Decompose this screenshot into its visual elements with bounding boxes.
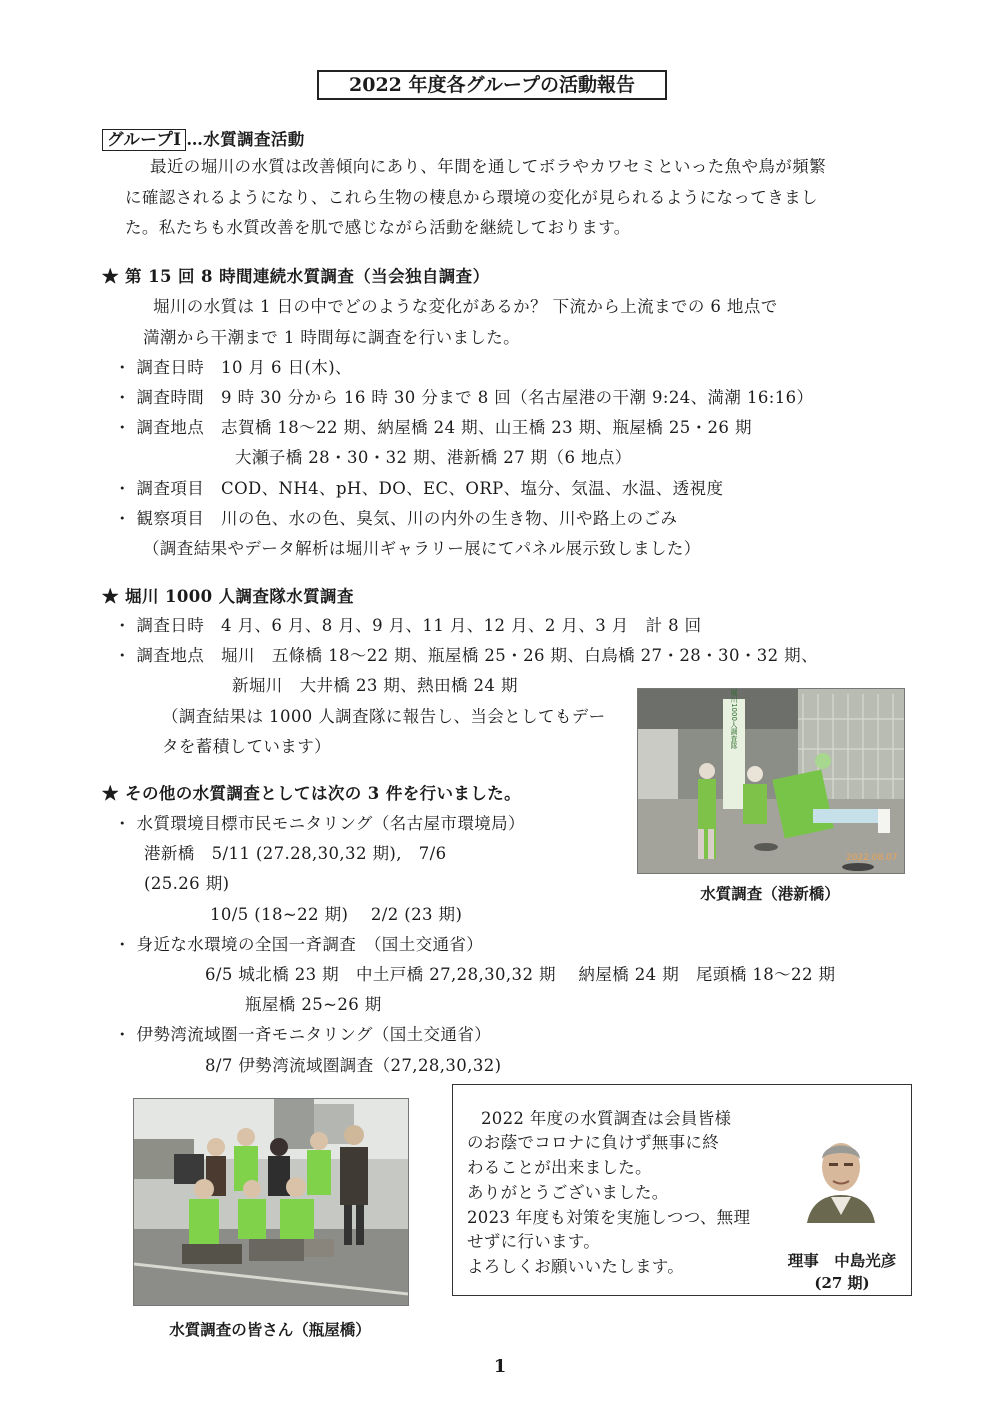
section1-bullet: ・ 調査項目 COD、NH4、pH、DO、EC、ORP、塩分、気温、水温、透視度 <box>114 479 724 498</box>
section1-bullet: ・ 調査日時 10 月 6 日(木)、 <box>114 358 352 377</box>
group-heading-text: …水質調査活動 <box>186 130 305 149</box>
section2-note: （調査結果は 1000 人調査隊に報告し、当会としてもデー <box>162 707 606 726</box>
group-heading <box>102 126 305 151</box>
message-line: ありがとうございました。 <box>467 1183 669 1202</box>
section2-bullet: ・ 調査日時 4 月、6 月、8 月、9 月、11 月、12 月、2 月、3 月 計 8 回 <box>114 616 702 635</box>
section2-bullet-cont: 新堀川 大井橋 23 期、熱田橋 24 期 <box>232 676 518 695</box>
signer-name: 理事 中島光彦 <box>787 1251 897 1270</box>
message-line: せずに行います。 <box>467 1232 601 1251</box>
section1-desc: 満潮から干潮まで 1 時間毎に調査を行いました。 <box>143 328 521 347</box>
section1-bullet: ・ 観察項目 川の色、水の色、臭気、川の内外の生き物、川や路上のごみ <box>114 509 678 528</box>
section1-bullet: ・ 調査時間 9 時 30 分から 16 時 30 分まで 8 回（名古屋港の干潮 9:24、満潮 16:16） <box>114 388 814 407</box>
section1-bullet-cont: 大瀬子橋 28・30・32 期、港新橋 27 期（6 地点） <box>235 448 632 467</box>
section2-note: タを蓄積しています） <box>162 737 331 756</box>
section3-line: ・ 伊勢湾流域圏一斉モニタリング（国土交通省） <box>114 1025 492 1044</box>
photo-water-survey-minato <box>637 688 905 874</box>
intro-line: に確認されるようになり、これら生物の棲息から環境の変化が見られるようになってきまし <box>125 188 818 207</box>
section3-line: (25.26 期) <box>144 874 230 893</box>
section1-note: （調査結果やデータ解析は堀川ギャラリー展にてパネル展示致しました） <box>143 539 701 558</box>
message-line: わることが出来ました。 <box>467 1158 652 1177</box>
banner-text: 堀川1000人調査隊 <box>730 689 738 749</box>
photo-water-survey-minato-image <box>638 689 904 873</box>
signer-term: (27 期) <box>814 1274 870 1292</box>
page-number: 1 <box>493 1356 507 1377</box>
avatar <box>801 1123 881 1223</box>
avatar-portrait <box>801 1123 881 1223</box>
section3-heading: ★ その他の水質調査としては次の 3 件を行いました。 <box>102 784 522 803</box>
photo-members-kameya-image <box>134 1099 408 1305</box>
message-line: よろしくお願いいたします。 <box>467 1257 685 1276</box>
message-line: 2023 年度も対策を実施しつつ、無理 <box>467 1208 751 1227</box>
section3-line: 8/7 伊勢湾流域圏調査（27,28,30,32) <box>205 1056 502 1075</box>
section3-line: 10/5 (18~22 期) 2/2 (23 期) <box>210 905 463 924</box>
section1-desc: 堀川の水質は 1 日の中でどのような変化があるか？ 下流から上流までの 6 地点で <box>153 297 778 316</box>
photo-date-stamp: 2022.08.07 <box>846 853 898 863</box>
intro-line: た。私たちも水質改善を肌で感じながら活動を継続しております。 <box>125 218 631 237</box>
page-title: 2022 年度各グループの活動報告 <box>317 70 667 100</box>
section3-line: 6/5 城北橋 23 期 中土戸橋 27,28,30,32 期 納屋橋 24 期 尾頭橋 18～22 期 <box>205 965 836 984</box>
photo1-caption: 水質調査（港新橋） <box>700 884 840 903</box>
section3-line: 瓶屋橋 25~26 期 <box>245 995 382 1014</box>
section1-heading: ★ 第 15 回 8 時間連続水質調査（当会独自調査） <box>102 267 490 286</box>
photo-members-kameya <box>133 1098 409 1306</box>
intro-line: 最近の堀川の水質は改善傾向にあり、年間を通してボラやカワセミといった魚や鳥が頻繁 <box>150 157 826 176</box>
message-line: のお蔭でコロナに負けず無事に終 <box>467 1133 719 1152</box>
message-box <box>452 1084 912 1296</box>
section3-line: 港新橋 5/11 (27.28,30,32 期), 7/6 <box>144 844 447 863</box>
section3-line: ・ 身近な水環境の全国一斉調査 （国土交通省） <box>114 935 484 954</box>
section2-heading: ★ 堀川 1000 人調査隊水質調査 <box>102 587 354 606</box>
section1-bullet: ・ 調査地点 志賀橋 18～22 期、納屋橋 24 期、山王橋 23 期、瓶屋橋 25・26 期 <box>114 418 752 437</box>
section2-bullet: ・ 調査地点 堀川 五條橋 18～22 期、瓶屋橋 25・26 期、白鳥橋 27・28・30・32 期、 <box>114 646 818 665</box>
message-line: 2022 年度の水質調査は会員皆様 <box>481 1109 732 1128</box>
photo2-caption: 水質調査の皆さん（瓶屋橋） <box>169 1320 371 1339</box>
group-label: グループⅠ <box>102 129 186 151</box>
section3-line: ・ 水質環境目標市民モニタリング（名古屋市環境局） <box>114 814 525 833</box>
